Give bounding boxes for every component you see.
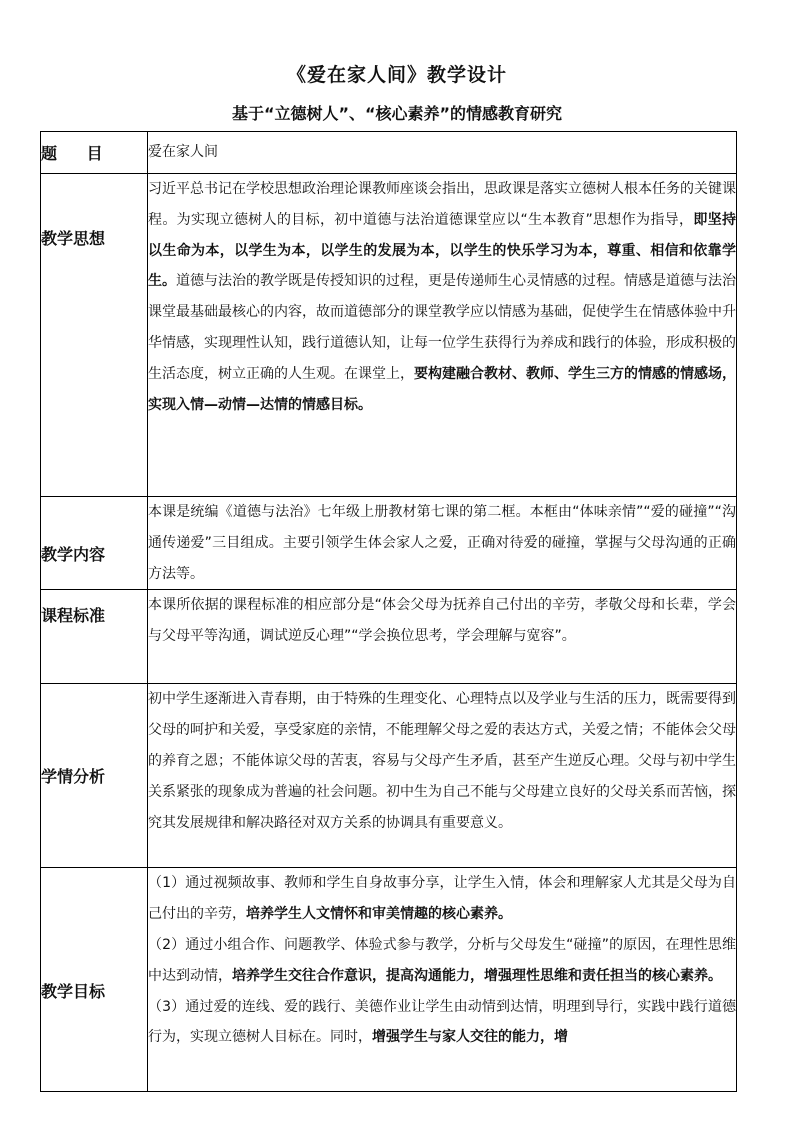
table-row-teaching-content: [41, 497, 737, 590]
student-analysis-text: 初中学生逐渐进入青春期，由于特殊的生理变化、心理特点以及学业与生活的压力，既需要得到父母的呵护和关爱，享受家庭的亲情，不能理解父母之爱的表达方式，关爱之情；不能体会父母的养育之恩；不能体谅父母的苦衷，容易与父母产生矛盾，甚至产生逆反心理。父母与初中学生关系紧张的现象成为普遍的社会问题。初中生为自己不能与父母建立良好的父母关系而苦恼，探究其发展规律和解决路径对双方关系的协调具有重要意义。: [148, 684, 737, 868]
teaching-thought-part-1: 习近平总书记在学校思想政治理论课教师座谈会指出，思政课是落实立德树人根本任务的关键课程。为实现立德树人的目标，初中道德与法治道德课堂应以“生本教育”思想作为指导，: [148, 181, 736, 228]
curriculum-standard-text: 本课所依据的课程标准的相应部分是“体会父母为抚养自己付出的辛劳，孝敬父母和长辈，学会与父母平等沟通，调试逆反心理”“学会换位思考，学会理解与宽容”。: [148, 590, 737, 684]
table-row-teaching-goals: [41, 868, 737, 1092]
goal-2-emphasis-1: 培养学生交往合作意识，提高沟通能力，: [232, 967, 484, 984]
lesson-plan-table: [40, 131, 737, 1092]
teaching-thought-emphasis-1: 即坚持以生命为本，以学生为本，以学生的发展为本，以学生的快乐学习为本，尊重、相信和依靠学生。: [148, 211, 737, 290]
topic-value: 爱在家人间: [148, 132, 737, 174]
goal-item-2: [148, 930, 736, 992]
teaching-thought-part-2: 道德与法治的教学既是传授知识的过程，更是传递师生心灵情感的过程。情感是道德与法治课堂最基础最核心的内容，故而道德部分的课堂教学应以情感为基础，促使学生在情感体验中升华情感，实现理性认知，践行道德认知，让每一位学生获得行为养成和践行的体验，形成积极的生活态度，树立正确的人生观。在课堂上，: [148, 273, 736, 382]
goal-3-text: （3）通过爱的连线、爱的践行、美德作业让学生由动情到达情，明理到导行，实践中践行道德行为，实现立德树人目标在。同时，: [148, 998, 736, 1046]
goal-item-1: [148, 868, 736, 930]
goal-2-emphasis-2: 增强理性思维和责任担当的核心素养。: [484, 967, 722, 984]
teaching-thought-label: 教学思想: [41, 174, 148, 497]
table-row-curriculum-standard: [41, 590, 737, 684]
teaching-thought-text: [148, 174, 737, 497]
table-row-teaching-thought: [41, 174, 737, 497]
topic-label: 题 目: [41, 132, 148, 174]
goal-item-3: [148, 992, 736, 1054]
teaching-goals-text: [148, 868, 737, 1092]
curriculum-standard-label: 课程标准: [41, 590, 148, 684]
teaching-content-label: 教学内容: [41, 497, 148, 590]
page-title: 《爱在家人间》教学设计: [286, 64, 507, 86]
goal-1-emphasis: 培养学生人文情怀和审美情趣的核心素养。: [246, 906, 512, 923]
goal-2-text: （2）通过小组合作、问题教学、体验式参与教学，分析与父母发生“碰撞”的原因，在理性思维中达到动情，: [148, 936, 736, 984]
teaching-content-text: 本课是统编《道德与法治》七年级上册教材第七课的第二框。本框由“体味亲情”“爱的碰撞”“沟通传递爱”三目组成。主要引领学生体会家人之爱，正确对待爱的碰撞，掌握与父母沟通的正确方法等。: [148, 497, 737, 590]
goal-1-text: （1）通过视频故事、教师和学生自身故事分享，让学生入情，体会和理解家人尤其是父母为自己付出的辛劳，: [148, 875, 736, 923]
teaching-thought-emphasis-2: 要构建融合教材、教师、学生三方的情感的情感场，实现入情—动情—达情的情感目标。: [148, 365, 736, 413]
goal-3-emphasis: 增强学生与家人交往的能力，增: [372, 1029, 568, 1046]
table-row-topic: [41, 132, 737, 174]
table-row-student-analysis: [41, 684, 737, 868]
page-subtitle: 基于“立德树人”、“核心素养”的情感教育研究: [231, 104, 563, 123]
teaching-goals-label: 教学目标: [41, 868, 148, 1092]
student-analysis-label: 学情分析: [41, 684, 148, 868]
